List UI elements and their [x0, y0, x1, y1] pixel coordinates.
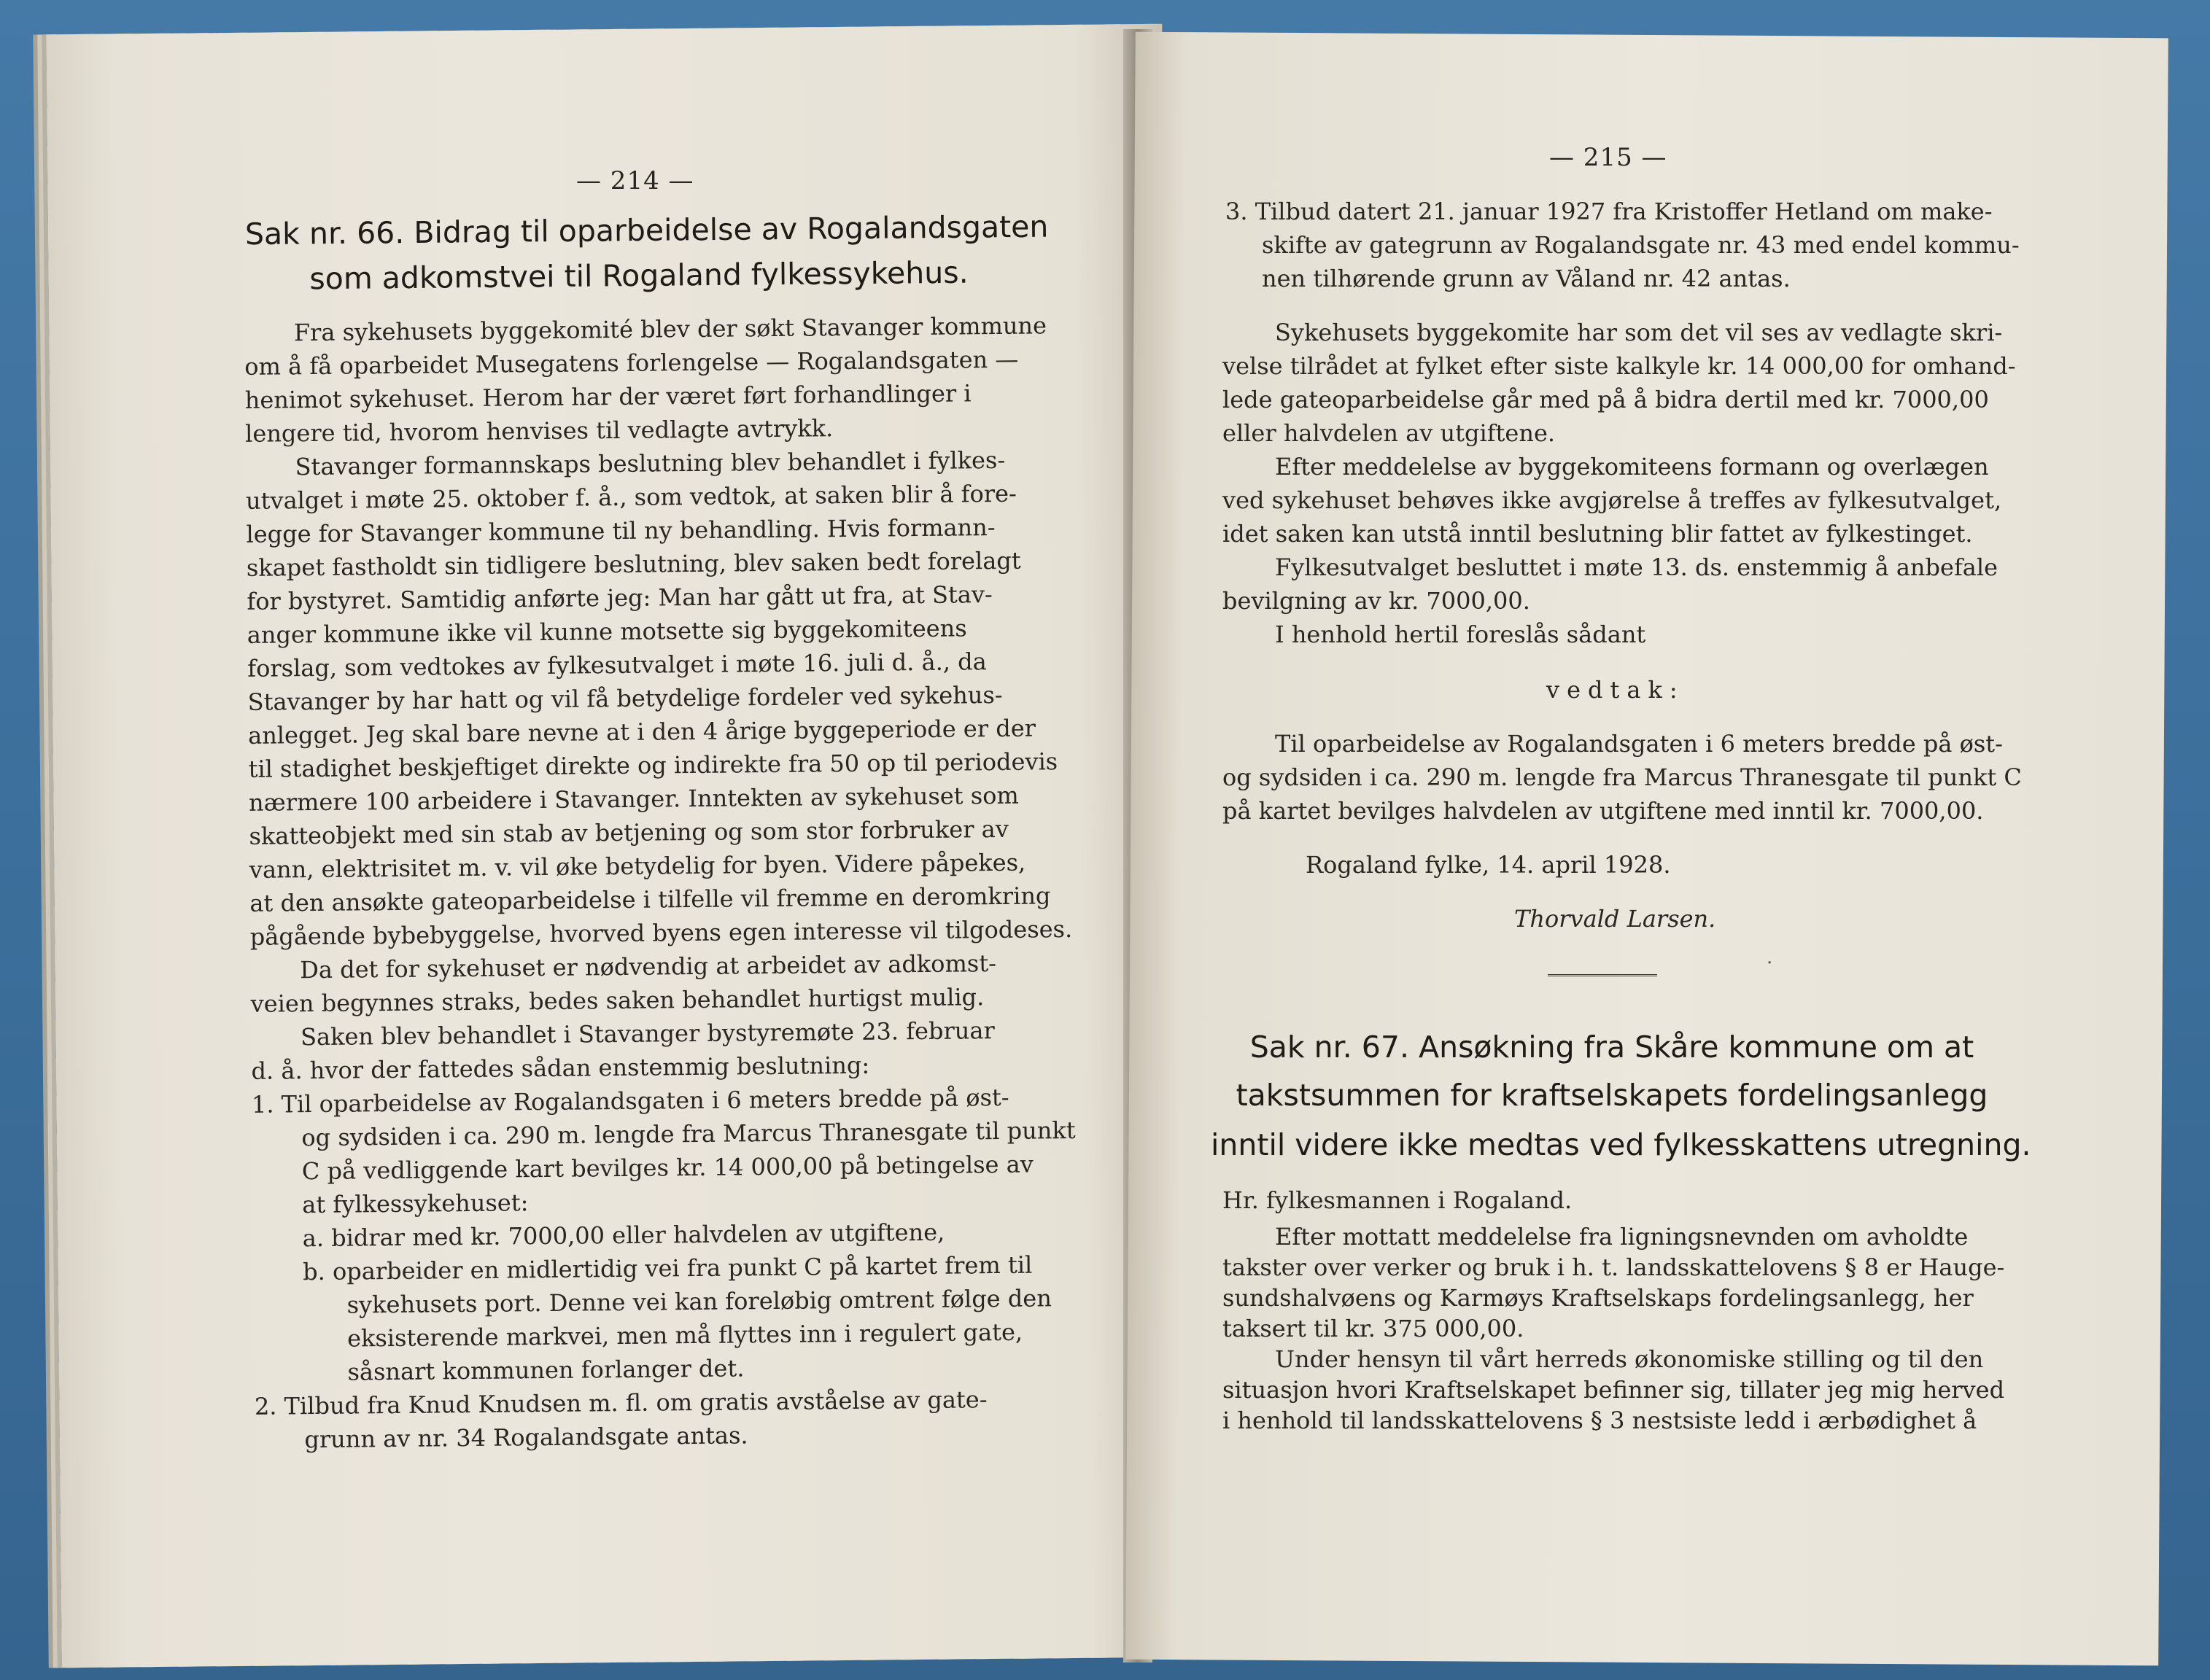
signature: Thorvald Larsen. — [1514, 905, 1716, 933]
text-line: anger kommune ikke vil kunne motsette sig byggekomiteens — [247, 614, 967, 649]
section-heading-67-line1: Sak nr. 67. Ansøkning fra Skåre kommune om at — [1249, 1030, 1974, 1065]
text-line: at fylkessykehuset: — [302, 1189, 529, 1219]
text-line: og sydsiden i ca. 290 m. lengde fra Marcus Thranesgate til punkt C — [1222, 763, 2022, 791]
salutation: Hr. fylkesmannen i Rogaland. — [1222, 1186, 1573, 1214]
text-line: velse tilrådet at fylket efter siste kalkyle kr. 14 000,00 for omhand- — [1222, 352, 2016, 380]
ink-speck: · — [1767, 952, 1773, 974]
section-heading-66-line1: Sak nr. 66. Bidrag til oparbeidelse av Rogalandsgaten — [244, 209, 1049, 252]
text-line: pågående bybebyggelse, hvorved byens egen interesse vil tilgodeses. — [249, 915, 1073, 951]
section-divider — [1548, 974, 1657, 976]
text-line: d. å. hvor der fattedes sådan enstemmig beslutning: — [251, 1051, 870, 1085]
resolution-label: vedtak: — [1546, 676, 1685, 704]
list-item-3: 3. Tilbud datert 21. januar 1927 fra Kristoffer Hetland om make- — [1225, 198, 1993, 225]
text-line: Efter mottatt meddelelse fra ligningsnevnden om avholdte — [1275, 1223, 1969, 1251]
text-line: skapet fastholdt sin tidligere beslutning, blev saken bedt forelagt — [246, 546, 1021, 582]
text-line: sundshalvøens og Karmøys Kraftselskaps fordelingsanlegg, her — [1222, 1284, 1974, 1312]
text-line: Under hensyn til vårt herreds økonomiske stilling og til den — [1275, 1345, 1984, 1373]
text-line: legge for Stavanger kommune til ny behandling. Hvis formann- — [246, 513, 996, 548]
text-line: bevilgning av kr. 7000,00. — [1222, 587, 1530, 615]
text-line: C på vedliggende kart bevilges kr. 14 000,00 på betingelse av — [301, 1150, 1034, 1186]
section-heading-66-line2: som adkomstvei til Rogaland fylkessykehus. — [309, 254, 969, 297]
text-line: Fylkesutvalget besluttet i møte 13. ds. enstemmig å anbefale — [1275, 553, 1998, 581]
text-line: Fra sykehusets byggekomité blev der søkt Stavanger kommune — [293, 311, 1047, 347]
text-line: vann, elektrisitet m. v. vil øke betydelig for byen. Videre påpekes, — [249, 848, 1026, 884]
text-line: forslag, som vedtokes av fylkesutvalget i møte 16. juli d. å., da — [247, 648, 987, 682]
text-line: for bystyret. Samtidig anførte jeg: Man har gått ut fra, at Stav- — [247, 580, 993, 615]
text-line: i henhold til landsskattelovens § 3 nestsiste ledd i ærbødighet å — [1222, 1407, 1977, 1434]
text-line: at den ansøkte gateoparbeidelse i tilfelle vil fremme en deromkring — [249, 882, 1051, 917]
section-heading-67-line2: takstsummen for kraftselskapets fordelingsanlegg — [1236, 1078, 1988, 1113]
text-line: sykehusets port. Denne vei kan foreløbig omtrent følge den — [346, 1284, 1052, 1319]
text-line: henimot sykehuset. Herom har der været ført forhandlinger i — [244, 379, 972, 414]
text-line: idet saken kan utstå inntil beslutning blir fattet av fylkestinget. — [1222, 520, 1973, 548]
text-line: I henhold hertil foreslås sådant — [1275, 621, 1646, 648]
text-line: Stavanger formannskaps beslutning blev behandlet i fylkes- — [295, 446, 1006, 481]
page-number-left: — 214 — — [576, 166, 694, 195]
section-heading-67-line3: inntil videre ikke medtas ved fylkesskattens utregning. — [1211, 1127, 2031, 1162]
text-line: situasjon hvori Kraftselskapet befinner sig, tillater jeg mig herved — [1222, 1376, 2005, 1404]
text-line: såsnart kommunen forlanger det. — [347, 1354, 745, 1386]
text-line: Da det for sykehuset er nødvendig at arbeidet av adkomst- — [300, 949, 997, 984]
text-line: skifte av gategrunn av Rogalandsgate nr. 43 med endel kommu- — [1262, 231, 2020, 259]
text-line: anlegget. Jeg skal bare nevne at i den 4 årige byggeperiode er der — [247, 714, 1036, 750]
text-line: og sydsiden i ca. 290 m. lengde fra Marcus Thranesgate til punkt — [301, 1116, 1076, 1152]
text-line: Sykehusets byggekomite har som det vil ses av vedlagte skri- — [1275, 319, 2003, 346]
text-line: takster over verker og bruk i h. t. landsskattelovens § 8 er Hauge- — [1222, 1253, 2005, 1281]
text-line: til stadighet beskjeftiget direkte og indirekte fra 50 op til periodevis — [248, 747, 1058, 783]
text-line: Stavanger by har hatt og vil få betydelige fordeler ved sykehus- — [247, 680, 1003, 716]
text-line: utvalget i møte 25. oktober f. å., som vedtok, at saken blir å fore- — [245, 479, 1017, 515]
text-line: på kartet bevilges halvdelen av utgiftene med inntil kr. 7000,00. — [1222, 797, 1984, 825]
text-line: lede gateoparbeidelse går med på å bidra dertil med kr. 7000,00 — [1222, 386, 1989, 413]
text-line: eller halvdelen av utgiftene. — [1222, 419, 1556, 447]
text-line: nen tilhørende grunn av Våland nr. 42 antas. — [1262, 265, 1791, 292]
list-item-b: b. oparbeider en midlertidig vei fra punkt C på kartet frem til — [303, 1251, 1033, 1286]
text-line: veien begynnes straks, bedes saken behandlet hurtigst mulig. — [250, 983, 985, 1018]
list-item-2: 2. Tilbud fra Knud Knudsen m. fl. om gratis avståelse av gate- — [254, 1385, 988, 1420]
text-line: lengere tid, hvorom henvises til vedlagte avtrykk. — [244, 414, 834, 448]
text-line: om å få oparbeidet Musegatens forlengelse — Rogalandsgaten — — [244, 345, 1019, 381]
text-line: nærmere 100 arbeidere i Stavanger. Inntekten av sykehuset som — [248, 781, 1019, 817]
list-item-1: 1. Til oparbeidelse av Rogalandsgaten i 6 meters bredde på øst- — [251, 1083, 1009, 1119]
text-line: grunn av nr. 34 Rogalandsgate antas. — [304, 1421, 748, 1454]
text-line: skatteobjekt med sin stab av betjening og som stor forbruker av — [249, 814, 1009, 850]
text-line: Til oparbeidelse av Rogalandsgaten i 6 meters bredde på øst- — [1275, 730, 2003, 758]
text-line: ved sykehuset behøves ikke avgjørelse å treffes av fylkesutvalget, — [1222, 486, 2002, 514]
text-line: Efter meddelelse av byggekomiteens formann og overlægen — [1275, 453, 1989, 481]
text-line: taksert til kr. 375 000,00. — [1222, 1315, 1524, 1342]
text-line: eksisterende markvei, men må flyttes inn i regulert gate, — [346, 1318, 1023, 1353]
date-line: Rogaland fylke, 14. april 1928. — [1306, 851, 1671, 879]
page-number-right: — 215 — — [1549, 143, 1667, 172]
list-item-a: a. bidrar med kr. 7000,00 eller halvdelen av utgiftene, — [302, 1218, 945, 1253]
text-line: Saken blev behandlet i Stavanger bystyremøte 23. februar — [300, 1016, 995, 1051]
